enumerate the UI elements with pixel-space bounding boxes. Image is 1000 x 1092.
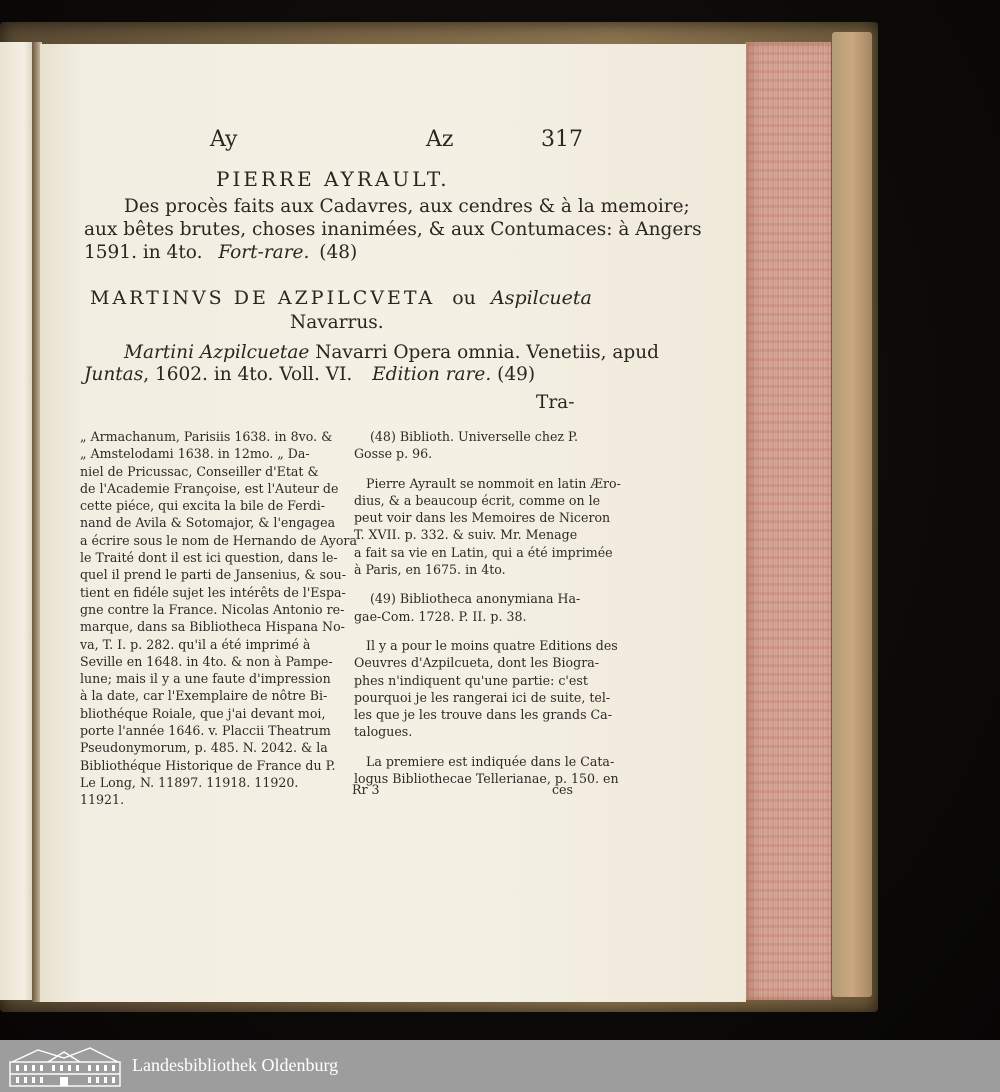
entry-heading-alt: Aspilcueta	[490, 287, 592, 309]
entry-49-ref: (49)	[497, 364, 536, 385]
footnote-line: Le Long, N. 11897. 11918. 11920.	[80, 774, 299, 790]
running-head-center: Az	[426, 127, 454, 152]
para-1-line: dius, & a beaucoup écrit, comme on le	[354, 492, 601, 508]
footer-bar	[0, 1040, 1000, 1092]
footnote-column-left	[80, 428, 357, 809]
footnote-line: nand de Avila & Sotomajor, & l'engagea	[80, 515, 336, 531]
catchword-bottom: ces	[552, 782, 573, 797]
para-1-line: Pierre Ayrault se nommoit en latin Æro-	[366, 475, 621, 491]
para-3-line: La premiere est indiquée dans le Cata-	[366, 753, 615, 769]
footnote-line: de l'Academie Françoise, est l'Auteur de	[80, 480, 339, 496]
footnote-line: à la date, car l'Exemplaire de nôtre Bi-	[80, 688, 328, 704]
entry-49-line-1	[124, 342, 659, 363]
footnote-line: Pseudonymorum, p. 485. N. 2042. & la	[80, 740, 328, 756]
para-2-line: Oeuvres d'Azpilcueta, dont les Biogra-	[354, 655, 599, 671]
entry-48-imprint: 1591. in 4to.	[84, 242, 203, 263]
entry-49-title-rest: Navarri Opera omnia. Venetiis, apud	[315, 342, 660, 363]
para-2-line: phes n'indiquent qu'une partie: c'est	[354, 672, 588, 688]
entry-48-ref: (48)	[319, 242, 358, 263]
footnote-line: lune; mais il y a une faute d'impression	[80, 671, 331, 687]
footnote-line: 11921.	[80, 792, 125, 808]
institution-name: Landesbibliothek Oldenburg	[132, 1055, 339, 1075]
footnote-line: „ Amstelodami 1638. in 12mo. „ Da-	[80, 446, 310, 462]
entry-48-line-3	[84, 242, 357, 263]
footnote-line: bliothéque Roiale, que j'ai devant moi,	[80, 705, 326, 721]
footnote-line: Bibliothéque Historique de France du P.	[80, 757, 336, 773]
para-2-line: pourquoi je les rangerai ici de suite, tel-	[354, 689, 611, 705]
page-317	[40, 44, 746, 1002]
footnote-line: va, T. I. p. 282. qu'il a été imprimé à	[80, 636, 311, 652]
entry-heading-ou: ou	[452, 287, 476, 309]
footnote-line: cette piéce, qui excita la bile de Ferdi-	[80, 498, 326, 514]
note-48-line: (48) Biblioth. Universelle chez P.	[370, 429, 578, 444]
entry-heading-line-2: Navarrus.	[290, 312, 384, 333]
para-2-line: les que je les trouve dans les grands Ca-	[354, 707, 612, 723]
entry-49-edition: Edition rare.	[372, 364, 492, 385]
footnote-line: niel de Pricussac, Conseiller d'Etat &	[80, 463, 319, 479]
entry-heading-ayrault: PIERRE AYRAULT.	[216, 167, 450, 191]
footnote-line: tient en fidéle sujet les intérêts de l'Espa-	[80, 584, 346, 600]
page-number: 317	[541, 127, 583, 152]
left-page-edge	[0, 42, 34, 1000]
entry-48-line-2: aux bêtes brutes, choses inanimées, & aux Contumaces: à Angers	[84, 219, 702, 240]
entry-49-imprint: , 1602. in 4to. Voll. VI.	[143, 364, 353, 385]
para-1-line: à Paris, en 1675. in 4to.	[354, 562, 506, 578]
para-1-line: T. XVII. p. 332. & suiv. Mr. Menage	[354, 527, 578, 543]
note-49-line: (49) Bibliotheca anonymiana Ha-	[370, 591, 581, 607]
entry-48-rarity: Fort-rare.	[218, 242, 310, 263]
signature-mark: Rr 3	[352, 782, 380, 797]
footnote-line: le Traité dont il est ici question, dans le-	[80, 550, 338, 566]
note-49-line: gae-Com. 1728. P. II. p. 38.	[354, 608, 527, 624]
footnote-line: marque, dans sa Bibliotheca Hispana No-	[80, 619, 345, 635]
entry-heading-azpilcueta	[90, 287, 592, 309]
footnote-line: quel il prend le parti de Jansenius, & sou-	[80, 567, 347, 583]
entry-48-line-1: Des procès faits aux Cadavres, aux cendres & à la memoire;	[124, 196, 690, 217]
entry-49-line-2	[84, 364, 535, 385]
para-2-line: talogues.	[354, 724, 413, 740]
footnote-line: gne contre la France. Nicolas Antonio re-	[80, 601, 345, 617]
footnote-line: Seville en 1648. in 4to. & non à Pampe-	[80, 653, 333, 669]
page-block-edge	[745, 42, 831, 1000]
footnote-column-right	[354, 428, 621, 787]
entry-49-printer: Juntas	[84, 364, 144, 385]
running-head-left: Ay	[210, 127, 238, 152]
footnote-line: „ Armachanum, Parisiis 1638. in 8vo. &	[80, 429, 333, 444]
column-spacer	[354, 741, 621, 753]
column-spacer	[354, 625, 621, 637]
para-1-line: a fait sa vie en Latin, qui a été imprimée	[354, 544, 613, 560]
para-3-line: logus Bibliothecae Tellerianae, p. 150. en	[354, 771, 619, 787]
column-spacer	[354, 463, 621, 475]
entry-49-title-italic: Martini Azpilcuetae	[124, 342, 310, 363]
footnote-line: porte l'année 1646. v. Placcii Theatrum	[80, 723, 331, 739]
entry-heading-name: MARTINVS DE AZPILCVETA	[90, 287, 436, 309]
para-1-line: peut voir dans les Memoires de Niceron	[354, 510, 611, 526]
para-2-line: Il y a pour le moins quatre Editions des	[366, 637, 618, 653]
note-48-line: Gosse p. 96.	[354, 446, 433, 462]
column-spacer	[354, 578, 621, 590]
library-building-logo-icon	[8, 1044, 122, 1088]
catchword-right: Tra-	[536, 392, 575, 413]
footnote-line: a écrire sous le nom de Hernando de Ayora	[80, 532, 357, 548]
